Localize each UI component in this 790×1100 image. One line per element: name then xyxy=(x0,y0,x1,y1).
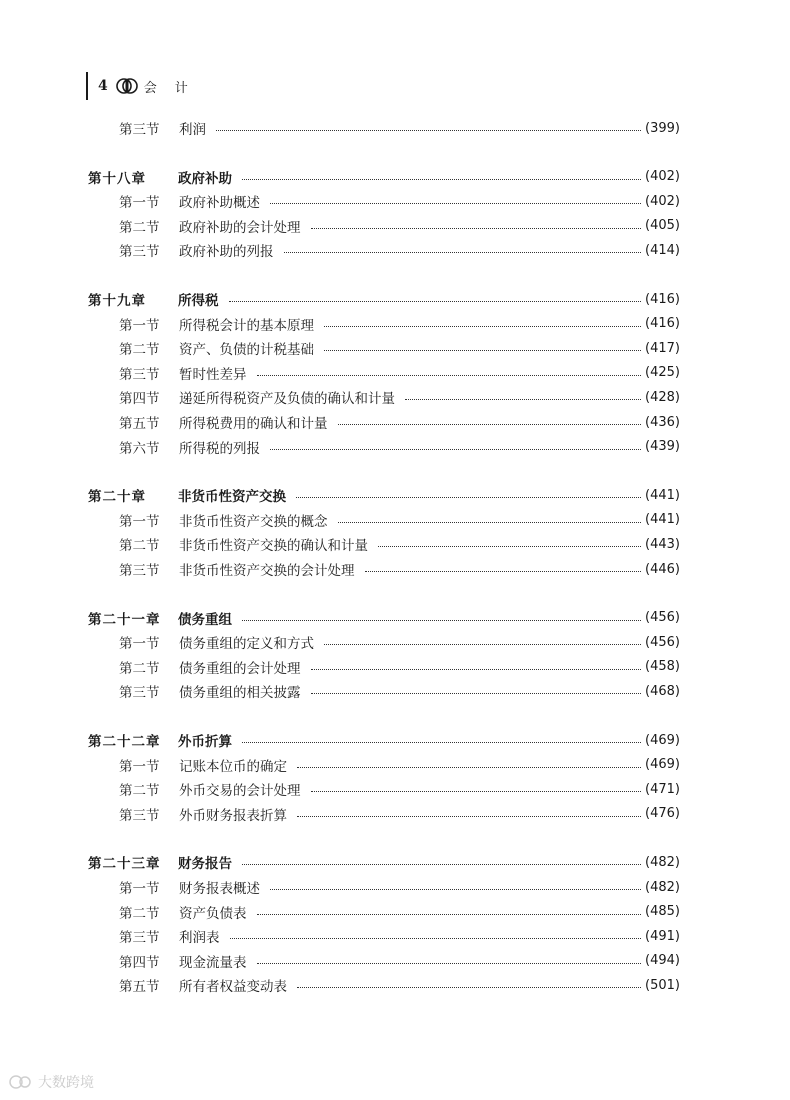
toc-section-entry xyxy=(119,680,680,702)
page-reference: (439) xyxy=(645,439,680,455)
section-number: 第三节 xyxy=(119,244,160,261)
section-number: 第三节 xyxy=(119,563,160,579)
toc-chapter-entry xyxy=(88,484,680,506)
page-reference: (469) xyxy=(645,757,680,773)
dot-leader xyxy=(324,643,641,645)
section-title: 政府补助概述 xyxy=(179,195,260,212)
section-number: 第二节 xyxy=(119,219,160,236)
chapter-title: 所得税 xyxy=(178,293,219,309)
page-reference: (436) xyxy=(645,414,680,430)
dot-leader xyxy=(297,766,641,768)
section-title: 外币财务报表折算 xyxy=(179,807,287,824)
dot-leader xyxy=(324,325,641,327)
section-number: 第五节 xyxy=(119,416,160,432)
section-number: 第三节 xyxy=(119,366,160,383)
section-title: 记账本位币的确定 xyxy=(179,758,287,775)
section-number: 第三节 xyxy=(119,685,160,702)
section-number: 第三节 xyxy=(119,122,160,138)
toc-section-entry xyxy=(119,876,680,898)
section-number: 第一节 xyxy=(119,636,160,653)
toc-section-entry xyxy=(119,631,680,653)
dot-leader xyxy=(270,448,641,450)
page-reference: (441) xyxy=(645,512,680,528)
section-title: 所得税的列报 xyxy=(179,440,260,457)
page-reference: (494) xyxy=(645,953,680,969)
page-reference: (402) xyxy=(645,169,680,185)
dot-leader xyxy=(311,227,642,229)
dot-leader xyxy=(270,888,641,890)
page-reference: (482) xyxy=(645,879,680,895)
section-title: 资产、负债的计税基础 xyxy=(179,342,314,359)
page-reference: (405) xyxy=(645,218,680,234)
dot-leader xyxy=(216,129,641,131)
section-title: 资产负债表 xyxy=(179,905,247,922)
page-reference: (491) xyxy=(645,928,680,944)
chapter-number: 第二十章 xyxy=(88,489,146,506)
page-reference: (476) xyxy=(645,806,680,822)
toc-section-entry xyxy=(119,754,680,776)
dot-leader xyxy=(365,570,642,572)
chapter-number: 第二十一章 xyxy=(88,611,161,628)
section-number: 第一节 xyxy=(119,513,160,530)
toc-chapter-entry xyxy=(88,851,680,873)
section-number: 第二节 xyxy=(119,660,160,677)
page-reference: (469) xyxy=(645,732,680,748)
chapter-title: 政府补助 xyxy=(178,170,232,187)
dot-leader xyxy=(229,300,642,302)
page-reference: (416) xyxy=(645,291,680,307)
page-reference: (471) xyxy=(645,781,680,797)
toc-section-entry xyxy=(119,117,680,139)
chapter-number: 第十九章 xyxy=(88,293,146,309)
section-title: 利润表 xyxy=(179,930,220,947)
toc-chapter-entry xyxy=(88,166,680,188)
watermark-text: 大数跨境 xyxy=(38,1075,94,1091)
page-reference: (468) xyxy=(645,683,680,699)
section-number: 第三节 xyxy=(119,807,160,824)
dot-leader xyxy=(270,202,641,204)
toc-section-entry xyxy=(119,901,680,923)
chapter-title: 债务重组 xyxy=(178,611,232,628)
chapter-number: 第二十二章 xyxy=(88,734,161,750)
toc-section-entry xyxy=(119,436,680,458)
page-reference: (501) xyxy=(645,977,680,993)
dot-leader xyxy=(242,178,641,180)
section-title: 非货币性资产交换的会计处理 xyxy=(179,563,355,579)
section-title: 利润 xyxy=(179,122,206,138)
chapter-number: 第二十三章 xyxy=(88,856,161,873)
section-title: 非货币性资产交换的确认和计量 xyxy=(179,538,368,555)
page-reference: (456) xyxy=(645,610,680,626)
section-title: 所得税会计的基本原理 xyxy=(179,317,314,334)
dot-leader xyxy=(311,790,642,792)
dot-leader xyxy=(242,863,641,865)
dot-leader xyxy=(338,521,642,523)
watermark-logo-icon xyxy=(8,1074,34,1090)
section-number: 第二节 xyxy=(119,783,160,800)
toc-section-entry xyxy=(119,778,680,800)
toc-section-entry xyxy=(119,215,680,237)
page-reference: (456) xyxy=(645,634,680,650)
toc-section-entry xyxy=(119,313,680,335)
toc-chapter-entry xyxy=(88,288,680,310)
section-title: 债务重组的定义和方式 xyxy=(179,636,314,653)
dot-leader xyxy=(296,496,641,498)
book-title: 会计 xyxy=(143,80,206,96)
toc-section-entry xyxy=(119,925,680,947)
dot-leader xyxy=(242,619,641,621)
section-title: 债务重组的相关披露 xyxy=(179,685,301,702)
page-reference: (428) xyxy=(645,389,680,405)
section-number: 第一节 xyxy=(119,317,160,334)
toc-section-entry xyxy=(119,974,680,996)
toc-section-entry xyxy=(119,656,680,678)
toc-section-entry xyxy=(119,239,680,261)
page-reference: (414) xyxy=(645,242,680,258)
chapter-number: 第十八章 xyxy=(88,170,146,187)
toc-section-entry xyxy=(119,411,680,433)
section-title: 政府补助的会计处理 xyxy=(179,219,301,236)
section-number: 第一节 xyxy=(119,195,160,212)
section-number: 第二节 xyxy=(119,342,160,359)
section-title: 外币交易的会计处理 xyxy=(179,783,301,800)
section-number: 第四节 xyxy=(119,391,160,408)
toc-section-entry xyxy=(119,803,680,825)
section-title: 财务报表概述 xyxy=(179,881,260,897)
section-number: 第二节 xyxy=(119,538,160,555)
toc-section-entry xyxy=(119,190,680,212)
section-title: 非货币性资产交换的概念 xyxy=(179,513,328,530)
page-reference: (417) xyxy=(645,340,680,356)
section-title: 现金流量表 xyxy=(179,954,247,971)
page-number: 4 xyxy=(98,78,108,94)
section-number: 第五节 xyxy=(119,979,160,996)
section-number: 第六节 xyxy=(119,440,160,457)
section-number: 第一节 xyxy=(119,881,160,897)
page-reference: (399) xyxy=(645,120,680,136)
page-reference: (443) xyxy=(645,536,680,552)
toc-chapter-entry xyxy=(88,607,680,629)
page-reference: (441) xyxy=(645,487,680,503)
dot-leader xyxy=(378,545,641,547)
toc-section-entry xyxy=(119,386,680,408)
section-title: 递延所得税资产及负债的确认和计量 xyxy=(179,391,395,408)
watermark xyxy=(8,1072,94,1092)
dot-leader xyxy=(405,398,641,400)
page-reference: (402) xyxy=(645,193,680,209)
section-number: 第三节 xyxy=(119,930,160,947)
toc-chapter-entry xyxy=(88,729,680,751)
dot-leader xyxy=(242,741,641,743)
toc-section-entry xyxy=(119,533,680,555)
dot-leader xyxy=(257,913,642,915)
chapter-title: 财务报告 xyxy=(178,856,232,873)
toc-section-entry xyxy=(119,362,680,384)
dot-leader xyxy=(230,937,642,939)
chapter-title: 外币折算 xyxy=(178,734,232,750)
page-reference: (485) xyxy=(645,904,680,920)
toc-section-entry xyxy=(119,337,680,359)
dot-leader xyxy=(297,986,641,988)
dot-leader xyxy=(311,668,642,670)
dot-leader xyxy=(284,251,642,253)
dot-leader xyxy=(338,423,642,425)
dot-leader xyxy=(324,349,641,351)
page-reference: (446) xyxy=(645,561,680,577)
chapter-title: 非货币性资产交换 xyxy=(178,489,286,506)
toc-section-entry xyxy=(119,950,680,972)
section-title: 所得税费用的确认和计量 xyxy=(179,416,328,432)
section-number: 第二节 xyxy=(119,905,160,922)
dot-leader xyxy=(297,815,641,817)
dot-leader xyxy=(257,962,642,964)
section-number: 第四节 xyxy=(119,954,160,971)
page-reference: (416) xyxy=(645,316,680,332)
section-title: 所有者权益变动表 xyxy=(179,979,287,996)
section-title: 债务重组的会计处理 xyxy=(179,660,301,677)
section-number: 第一节 xyxy=(119,758,160,775)
dot-leader xyxy=(311,692,642,694)
toc-section-entry xyxy=(119,558,680,580)
dot-leader xyxy=(257,374,642,376)
section-title: 政府补助的列报 xyxy=(179,244,274,261)
toc-section-entry xyxy=(119,509,680,531)
page-reference: (458) xyxy=(645,659,680,675)
page-reference: (482) xyxy=(645,854,680,870)
page-reference: (425) xyxy=(645,365,680,381)
section-title: 暂时性差异 xyxy=(179,366,247,383)
